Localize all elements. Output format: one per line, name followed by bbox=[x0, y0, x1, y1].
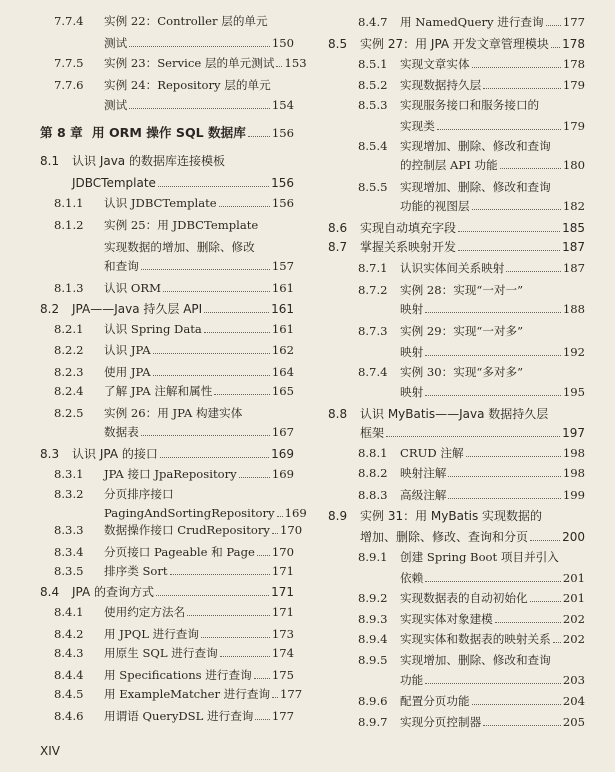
entry-page: 201 bbox=[562, 591, 585, 605]
dot-leader bbox=[201, 636, 270, 638]
page-number: XIV bbox=[40, 744, 60, 758]
dot-leader bbox=[425, 311, 561, 313]
dot-leader bbox=[458, 249, 560, 251]
entry-number: 8.7.1 bbox=[358, 261, 388, 275]
dot-leader bbox=[495, 621, 561, 623]
entry-number: 8.9.7 bbox=[358, 715, 388, 729]
entry-page: 170 bbox=[279, 523, 303, 537]
entry-title: 认识 MyBatis——Java 数据持久层 bbox=[360, 407, 549, 421]
entry-number: 第 8 章 bbox=[40, 125, 83, 140]
dot-leader bbox=[214, 393, 270, 395]
entry-title: 实现增加、删除、修改和查询 bbox=[400, 139, 551, 153]
entry-number: 8.9.4 bbox=[358, 632, 388, 646]
dot-leader bbox=[204, 331, 270, 333]
entry-title-cont-text: 和查询 bbox=[104, 259, 139, 273]
entry-number: 8.3.4 bbox=[54, 545, 84, 559]
entry-title-cont-text: 实现数据的增加、删除、修改 bbox=[104, 240, 255, 254]
entry-title: 实例 31：用 MyBatis 实现数据的 bbox=[360, 509, 543, 523]
dot-leader bbox=[239, 476, 270, 478]
entry-title-cont-text: 测试 bbox=[104, 98, 128, 112]
entry-title-continuation bbox=[0, 259, 308, 273]
entry-number: 8.3.3 bbox=[54, 523, 84, 537]
subsection-entry[interactable] bbox=[0, 627, 308, 641]
entry-number: 8.1.2 bbox=[54, 218, 84, 232]
subsection-entry[interactable] bbox=[0, 14, 308, 28]
subsection-entry[interactable] bbox=[308, 261, 615, 275]
subsection-entry[interactable] bbox=[0, 668, 308, 682]
subsection-entry[interactable] bbox=[308, 139, 615, 153]
section-entry[interactable] bbox=[0, 154, 308, 168]
subsection-entry[interactable] bbox=[0, 487, 308, 501]
dot-leader bbox=[425, 682, 561, 684]
section-entry[interactable] bbox=[308, 221, 615, 235]
entry-number: 8.4.4 bbox=[54, 668, 84, 682]
dot-leader bbox=[272, 696, 278, 698]
entry-title: 使用 JPA bbox=[104, 365, 151, 379]
entry-page: 171 bbox=[271, 585, 294, 599]
entry-title: 实例 29：实现“一对多” bbox=[400, 324, 524, 338]
dot-leader bbox=[530, 600, 561, 602]
entry-title: 实现数据表的自动初始化 bbox=[400, 591, 528, 605]
entry-number: 8.3.2 bbox=[54, 487, 84, 501]
section-entry[interactable] bbox=[0, 302, 308, 316]
entry-page: 202 bbox=[562, 632, 585, 646]
entry-number: 8.3.5 bbox=[54, 564, 84, 578]
entry-number: 8.4 bbox=[40, 585, 60, 599]
subsection-entry[interactable] bbox=[0, 545, 308, 559]
entry-page: 177 bbox=[562, 15, 585, 29]
entry-number: 8.9.6 bbox=[358, 694, 388, 708]
subsection-entry[interactable] bbox=[0, 523, 308, 537]
entry-title-continuation bbox=[308, 571, 615, 585]
dot-leader bbox=[500, 167, 561, 169]
entry-title-cont-text: 映射 bbox=[400, 302, 424, 316]
entry-title-cont-text: 数据表 bbox=[104, 425, 139, 439]
entry-title: JPA——Java 持久层 API bbox=[72, 302, 203, 316]
subsection-entry[interactable] bbox=[0, 709, 308, 723]
subsection-entry[interactable] bbox=[308, 612, 615, 626]
entry-title: 实现实体和数据表的映射关系 bbox=[400, 632, 551, 646]
subsection-entry[interactable] bbox=[0, 687, 308, 701]
entry-title: 用 NamedQuery 进行查询 bbox=[400, 15, 544, 29]
dot-leader bbox=[553, 641, 561, 643]
entry-title-continuation bbox=[0, 176, 308, 190]
subsection-entry[interactable] bbox=[0, 605, 308, 619]
entry-title: 用 ORM 操作 SQL 数据库 bbox=[92, 125, 246, 140]
entry-title-cont-text: 的控制层 API 功能 bbox=[400, 158, 498, 172]
entry-page: 198 bbox=[562, 466, 585, 480]
subsection-entry[interactable] bbox=[0, 564, 308, 578]
entry-number: 8.3.1 bbox=[54, 467, 84, 481]
dot-leader bbox=[257, 554, 270, 556]
entry-number: 8.2.5 bbox=[54, 406, 84, 420]
dot-leader bbox=[170, 573, 270, 575]
subsection-entry[interactable] bbox=[308, 57, 615, 71]
entry-title: 认识 JDBCTemplate bbox=[104, 196, 217, 210]
entry-title: 分页接口 Pageable 和 Page bbox=[104, 545, 255, 559]
entry-number: 8.5.2 bbox=[358, 78, 388, 92]
entry-page: 157 bbox=[271, 259, 294, 273]
entry-number: 8.5.4 bbox=[358, 139, 388, 153]
entry-number: 8.4.6 bbox=[54, 709, 84, 723]
dot-leader bbox=[248, 135, 270, 137]
entry-title-cont-text: 映射 bbox=[400, 385, 424, 399]
subsection-entry[interactable] bbox=[308, 694, 615, 708]
section-entry[interactable] bbox=[0, 447, 308, 461]
dot-leader bbox=[156, 594, 269, 596]
entry-page: 169 bbox=[271, 467, 294, 481]
entry-title: 认识 Java 的数据库连接模板 bbox=[72, 154, 225, 168]
dot-leader bbox=[425, 394, 561, 396]
entry-page: 187 bbox=[562, 261, 585, 275]
entry-title: 用原生 SQL 进行查询 bbox=[104, 646, 218, 660]
entry-title: 高级注解 bbox=[400, 488, 447, 502]
dot-leader bbox=[551, 46, 560, 48]
entry-page: 171 bbox=[271, 605, 294, 619]
entry-page: 178 bbox=[562, 57, 585, 71]
entry-number: 8.5 bbox=[328, 37, 348, 51]
entry-number: 8.9.2 bbox=[358, 591, 388, 605]
entry-page: 154 bbox=[271, 98, 294, 112]
entry-title: 认识实体间关系映射 bbox=[400, 261, 505, 275]
entry-number: 8.4.2 bbox=[54, 627, 84, 641]
entry-number: 8.4.1 bbox=[54, 605, 84, 619]
entry-title-continuation bbox=[308, 119, 615, 133]
dot-leader bbox=[466, 455, 561, 457]
subsection-entry[interactable] bbox=[308, 78, 615, 92]
entry-title: 实现增加、删除、修改和查询 bbox=[400, 180, 551, 194]
subsection-entry[interactable] bbox=[308, 715, 615, 729]
entry-page: 179 bbox=[562, 119, 585, 133]
entry-title-cont-text: 实现类 bbox=[400, 119, 435, 133]
entry-page: 192 bbox=[562, 345, 585, 359]
entry-page: 179 bbox=[562, 78, 585, 92]
entry-title: 用谓语 QueryDSL 进行查询 bbox=[104, 709, 254, 723]
subsection-entry[interactable] bbox=[0, 406, 308, 420]
entry-page: 182 bbox=[562, 199, 585, 213]
entry-number: 8.9.1 bbox=[358, 550, 388, 564]
entry-number: 8.2 bbox=[40, 302, 60, 316]
dot-leader bbox=[425, 580, 561, 582]
subsection-entry[interactable] bbox=[308, 365, 615, 379]
entry-page: 170 bbox=[271, 545, 294, 559]
entry-title: 实现数据持久层 bbox=[400, 78, 482, 92]
entry-page: 177 bbox=[280, 687, 303, 701]
subsection-entry[interactable] bbox=[308, 446, 615, 460]
dot-leader bbox=[483, 87, 561, 89]
entry-title: 配置分页功能 bbox=[400, 694, 470, 708]
entry-page: 195 bbox=[562, 385, 585, 399]
dot-leader bbox=[437, 128, 561, 130]
subsection-entry[interactable] bbox=[0, 78, 308, 92]
entry-page: 161 bbox=[271, 322, 294, 336]
entry-number: 8.6 bbox=[328, 221, 348, 235]
entry-page: 165 bbox=[271, 384, 294, 398]
entry-title: 实例 28：实现“一对一” bbox=[400, 283, 524, 297]
entry-title: 实现增加、删除、修改和查询 bbox=[400, 653, 551, 667]
entry-number: 8.7.2 bbox=[358, 283, 388, 297]
chapter-entry[interactable] bbox=[0, 126, 308, 140]
dot-leader bbox=[141, 268, 270, 270]
subsection-entry[interactable] bbox=[308, 591, 615, 605]
entry-page: 164 bbox=[271, 365, 294, 379]
dot-leader bbox=[141, 434, 270, 436]
subsection-entry[interactable] bbox=[308, 15, 615, 29]
entry-title: 实例 30：实现“多对多” bbox=[400, 365, 524, 379]
entry-page: 162 bbox=[271, 343, 294, 357]
entry-page: 150 bbox=[271, 36, 294, 50]
entry-page: 180 bbox=[562, 158, 585, 172]
entry-page: 187 bbox=[562, 240, 585, 254]
dot-leader bbox=[187, 614, 270, 616]
entry-title-cont-text: 依赖 bbox=[400, 571, 424, 585]
entry-title: CRUD 注解 bbox=[400, 446, 464, 460]
entry-number: 7.7.4 bbox=[54, 14, 84, 28]
dot-leader bbox=[153, 374, 270, 376]
entry-number: 8.3 bbox=[40, 447, 60, 461]
subsection-entry[interactable] bbox=[308, 283, 615, 297]
entry-title-continuation bbox=[308, 302, 615, 316]
entry-number: 8.4.3 bbox=[54, 646, 84, 660]
entry-page: 161 bbox=[271, 281, 294, 295]
entry-page: 198 bbox=[562, 446, 585, 460]
entry-page: 153 bbox=[284, 56, 307, 70]
entry-number: 8.8 bbox=[328, 407, 348, 421]
entry-number: 8.5.5 bbox=[358, 180, 388, 194]
entry-number: 8.8.1 bbox=[358, 446, 388, 460]
entry-title-cont-text: 映射 bbox=[400, 345, 424, 359]
subsection-entry[interactable] bbox=[0, 218, 308, 232]
entry-title: 数据操作接口 CrudRepository bbox=[104, 523, 270, 537]
entry-number: 8.7.3 bbox=[358, 324, 388, 338]
dot-leader bbox=[506, 270, 561, 272]
dot-leader bbox=[255, 718, 269, 720]
entry-page: 169 bbox=[271, 447, 294, 461]
entry-number: 8.4.5 bbox=[54, 687, 84, 701]
subsection-entry[interactable] bbox=[0, 365, 308, 379]
entry-title: 实现分页控制器 bbox=[400, 715, 482, 729]
entry-title-continuation bbox=[0, 506, 308, 520]
entry-title: JPA 的查询方式 bbox=[72, 585, 155, 599]
entry-page: 185 bbox=[562, 221, 585, 235]
subsection-entry[interactable] bbox=[0, 467, 308, 481]
entry-number: 8.5.1 bbox=[358, 57, 388, 71]
entry-title-cont-text: 功能 bbox=[400, 673, 424, 687]
entry-number: 8.4.7 bbox=[358, 15, 388, 29]
entry-title-continuation bbox=[308, 426, 615, 440]
entry-number: 8.2.4 bbox=[54, 384, 84, 398]
entry-number: 8.1.1 bbox=[54, 196, 84, 210]
dot-leader bbox=[129, 45, 270, 47]
entry-title: 实现服务接口和服务接口的 bbox=[400, 98, 540, 112]
entry-page: 161 bbox=[271, 302, 294, 316]
entry-page: 174 bbox=[271, 646, 294, 660]
dot-leader bbox=[272, 532, 278, 534]
dot-leader bbox=[483, 724, 561, 726]
entry-title-continuation bbox=[0, 98, 308, 112]
entry-title-continuation bbox=[308, 530, 615, 544]
subsection-entry[interactable] bbox=[0, 322, 308, 336]
entry-number: 8.9.5 bbox=[358, 653, 388, 667]
subsection-entry[interactable] bbox=[0, 196, 308, 210]
entry-page: 156 bbox=[271, 176, 294, 190]
subsection-entry[interactable] bbox=[308, 653, 615, 667]
entry-title: 实例 22：Controller 层的单元 bbox=[104, 14, 268, 28]
section-entry[interactable] bbox=[308, 240, 615, 254]
entry-title: 了解 JPA 注解和属性 bbox=[104, 384, 213, 398]
entry-number: 8.2.1 bbox=[54, 322, 84, 336]
entry-title-cont-text: JDBCTemplate bbox=[72, 176, 156, 190]
entry-page: 167 bbox=[271, 425, 294, 439]
subsection-entry[interactable] bbox=[308, 632, 615, 646]
entry-page: 205 bbox=[562, 715, 585, 729]
entry-title: 用 JPQL 进行查询 bbox=[104, 627, 199, 641]
entry-title-cont-text: 框架 bbox=[360, 426, 385, 440]
entry-number: 8.2.3 bbox=[54, 365, 84, 379]
dot-leader bbox=[129, 107, 270, 109]
entry-title: 实例 27：用 JPA 开发文章管理模块 bbox=[360, 37, 549, 51]
entry-title: 实现文章实体 bbox=[400, 57, 470, 71]
entry-title-continuation bbox=[0, 425, 308, 439]
entry-title: 实例 23：Service 层的单元测试 bbox=[104, 56, 275, 70]
dot-leader bbox=[220, 655, 270, 657]
entry-page: 202 bbox=[562, 612, 585, 626]
subsection-entry[interactable] bbox=[0, 56, 308, 70]
entry-page: 156 bbox=[271, 196, 294, 210]
subsection-entry[interactable] bbox=[308, 466, 615, 480]
entry-number: 8.7 bbox=[328, 240, 348, 254]
entry-title: 排序类 Sort bbox=[104, 564, 168, 578]
entry-number: 8.8.3 bbox=[358, 488, 388, 502]
dot-leader bbox=[448, 475, 560, 477]
dot-leader bbox=[546, 24, 561, 26]
entry-title: 认识 JPA 的接口 bbox=[72, 447, 158, 461]
entry-title: 实现实体对象建模 bbox=[400, 612, 493, 626]
entry-page: 178 bbox=[562, 37, 585, 51]
entry-title: 映射注解 bbox=[400, 466, 447, 480]
dot-leader bbox=[277, 515, 283, 517]
entry-page: 169 bbox=[284, 506, 307, 520]
entry-number: 8.5.3 bbox=[358, 98, 388, 112]
subsection-entry[interactable] bbox=[0, 281, 308, 295]
entry-title-cont-text: 增加、删除、修改、查询和分页 bbox=[360, 530, 529, 544]
entry-title: 用 Specifications 进行查询 bbox=[104, 668, 252, 682]
entry-title-continuation bbox=[308, 158, 615, 172]
entry-page: 197 bbox=[562, 426, 585, 440]
entry-title: 分页排序接口 bbox=[104, 487, 174, 501]
dot-leader bbox=[163, 290, 270, 292]
dot-leader bbox=[204, 311, 269, 313]
entry-title: 实现自动填充字段 bbox=[360, 221, 457, 235]
dot-leader bbox=[219, 205, 270, 207]
entry-page: 175 bbox=[271, 668, 294, 682]
entry-page: 204 bbox=[562, 694, 585, 708]
entry-page: 177 bbox=[271, 709, 294, 723]
entry-number: 7.7.5 bbox=[54, 56, 84, 70]
entry-title: 用 ExampleMatcher 进行查询 bbox=[104, 687, 271, 701]
entry-page: 203 bbox=[562, 673, 585, 687]
dot-leader bbox=[425, 354, 561, 356]
entry-title: 认识 JPA bbox=[104, 343, 151, 357]
entry-title: JPA 接口 JpaRepository bbox=[104, 467, 237, 481]
entry-page: 156 bbox=[271, 126, 294, 140]
dot-leader bbox=[530, 539, 560, 541]
entry-title: 掌握关系映射开发 bbox=[360, 240, 457, 254]
entry-page: 200 bbox=[562, 530, 585, 544]
subsection-entry[interactable] bbox=[308, 98, 615, 112]
entry-title-continuation bbox=[0, 36, 308, 50]
entry-title-continuation bbox=[308, 345, 615, 359]
dot-leader bbox=[276, 65, 282, 67]
subsection-entry[interactable] bbox=[0, 343, 308, 357]
entry-title-continuation bbox=[308, 673, 615, 687]
dot-leader bbox=[386, 435, 560, 437]
entry-number: 8.1.3 bbox=[54, 281, 84, 295]
subsection-entry[interactable] bbox=[0, 646, 308, 660]
entry-number: 8.8.2 bbox=[358, 466, 388, 480]
entry-title: 创建 Spring Boot 项目并引入 bbox=[400, 550, 559, 564]
entry-number: 8.9.3 bbox=[358, 612, 388, 626]
dot-leader bbox=[153, 352, 270, 354]
subsection-entry[interactable] bbox=[308, 180, 615, 194]
entry-title: 认识 Spring Data bbox=[104, 322, 202, 336]
section-entry[interactable] bbox=[308, 509, 615, 523]
entry-page: 171 bbox=[271, 564, 294, 578]
entry-page: 201 bbox=[562, 571, 585, 585]
entry-number: 8.2.2 bbox=[54, 343, 84, 357]
entry-page: 199 bbox=[562, 488, 585, 502]
entry-page: 173 bbox=[271, 627, 294, 641]
dot-leader bbox=[160, 456, 269, 458]
entry-number: 8.7.4 bbox=[358, 365, 388, 379]
subsection-entry[interactable] bbox=[308, 324, 615, 338]
subsection-entry[interactable] bbox=[0, 384, 308, 398]
entry-title: 实例 24：Repository 层的单元 bbox=[104, 78, 271, 92]
entry-title: 认识 ORM bbox=[104, 281, 161, 295]
dot-leader bbox=[472, 208, 561, 210]
entry-title: 实例 25：用 JDBCTemplate bbox=[104, 218, 259, 232]
entry-title: 实例 26：用 JPA 构建实体 bbox=[104, 406, 243, 420]
dot-leader bbox=[472, 703, 561, 705]
subsection-entry[interactable] bbox=[308, 550, 615, 564]
entry-number: 8.1 bbox=[40, 154, 60, 168]
entry-title-continuation bbox=[0, 240, 308, 254]
dot-leader bbox=[254, 677, 270, 679]
entry-title-cont-text: 功能的视图层 bbox=[400, 199, 470, 213]
entry-title-cont-text: 测试 bbox=[104, 36, 128, 50]
dot-leader bbox=[458, 230, 560, 232]
entry-title: 使用约定方法名 bbox=[104, 605, 186, 619]
entry-page: 188 bbox=[562, 302, 585, 316]
section-entry[interactable] bbox=[308, 37, 615, 51]
entry-number: 7.7.6 bbox=[54, 78, 84, 92]
section-entry[interactable] bbox=[308, 407, 615, 421]
dot-leader bbox=[448, 497, 560, 499]
entry-number: 8.9 bbox=[328, 509, 348, 523]
entry-title-cont-text: PagingAndSortingRepository bbox=[104, 506, 275, 520]
dot-leader bbox=[472, 66, 561, 68]
dot-leader bbox=[158, 185, 269, 187]
subsection-entry[interactable] bbox=[308, 488, 615, 502]
section-entry[interactable] bbox=[0, 585, 308, 599]
entry-title-continuation bbox=[308, 385, 615, 399]
entry-title-continuation bbox=[308, 199, 615, 213]
